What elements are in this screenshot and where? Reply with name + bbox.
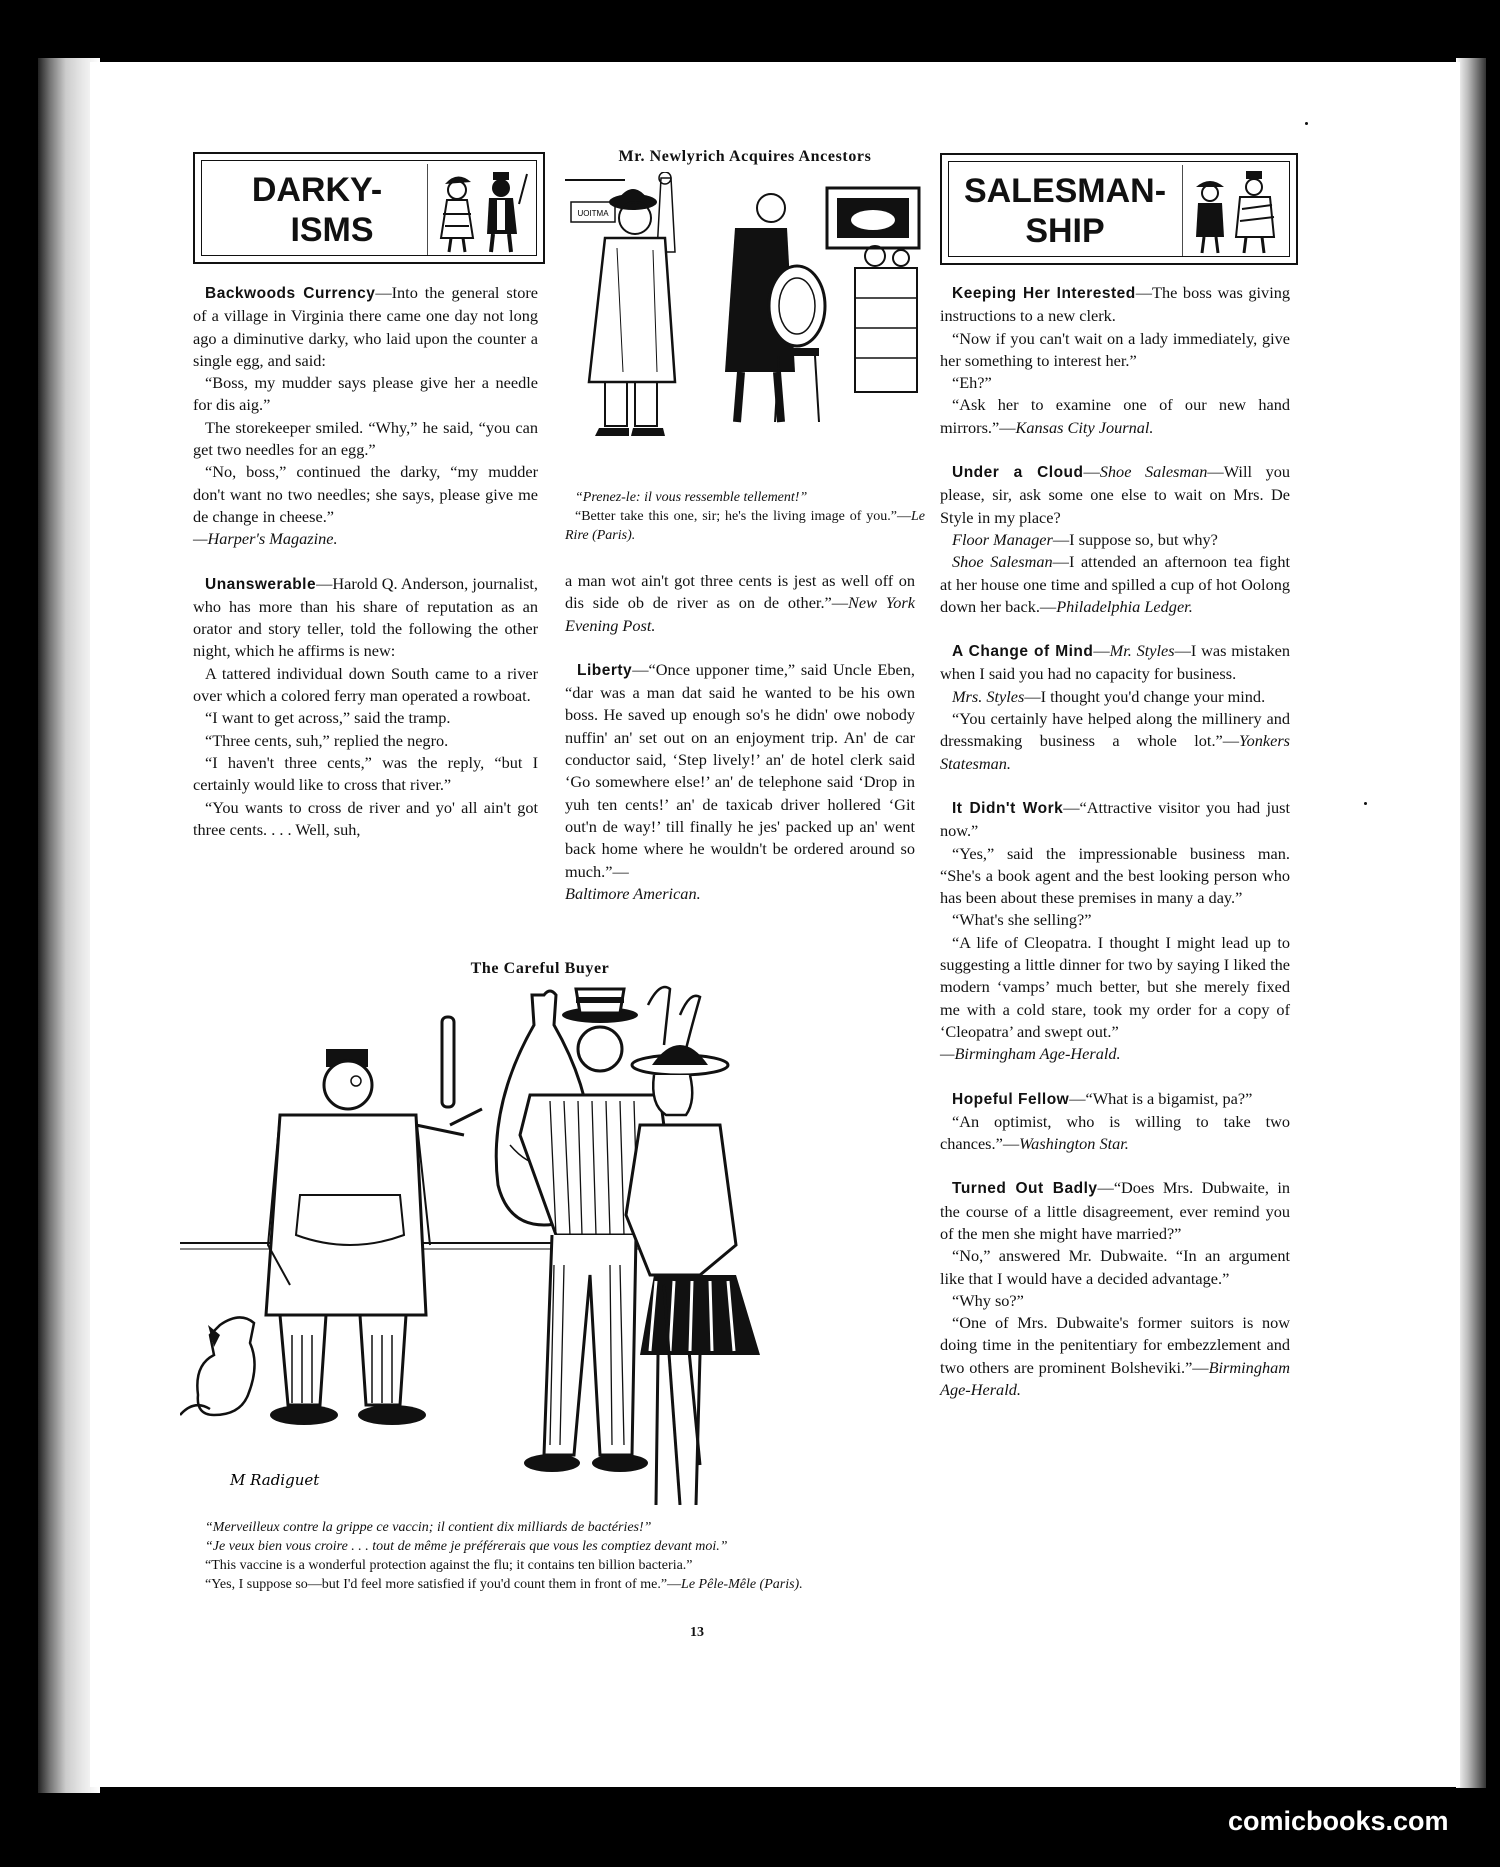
paragraph: “You wants to cross de river and yo' all ain't got three cents. . . . Well, suh, [193, 797, 538, 839]
paragraph: Floor Manager—I suppose so, but why? [952, 529, 1218, 549]
page-number: 13 [690, 1625, 704, 1640]
caption-french-2: “Je veux bien vous croire . . . tout de même je préférerais que vous les comptiez devant moi.” [205, 1539, 728, 1554]
paragraph: “Three cents, suh,” replied the negro. [205, 730, 449, 750]
paragraph: Shoe Salesman—I attended an afternoon tea fight at her house one time and spilled a cup of hot Oolong down her back.—Philadelphia Ledger. [940, 552, 1290, 616]
page-edge [1456, 58, 1486, 1788]
darkyisms-title: DARKY- ISMS [251, 171, 383, 249]
salesmanship-header-box [940, 153, 1298, 265]
middle-column [565, 570, 915, 905]
continued-text: a man wot ain't got three cents is jest as well off on dis side ob de river as on de other.”—New York Evening Post. [565, 571, 915, 635]
article-unanswerable: Unanswerable—Harold Q. Anderson, journalist, who has more than his share of reputation as an orator and story teller, told the following the other night, which he affirms is new: [193, 573, 538, 661]
left-column [193, 282, 538, 841]
paragraph: “I want to get across,” said the tramp. [205, 708, 451, 728]
paragraph: Mrs. Styles—I thought you'd change your mind. [952, 686, 1266, 706]
top-cartoon-illustration [565, 172, 925, 492]
header-figures-illustration [427, 164, 535, 256]
paragraph: “What's she selling?” [952, 910, 1092, 930]
paragraph: “Why so?” [952, 1290, 1024, 1310]
darkyisms-header-box [193, 152, 545, 264]
top-cartoon-caption [565, 488, 925, 545]
speck [1364, 802, 1367, 805]
speck [1305, 122, 1308, 125]
bottom-cartoon-illustration [180, 985, 915, 1505]
article-change-of-mind: A Change of Mind—Mr. Styles—I was mistaken when I said you had no capacity for business. [940, 641, 1290, 684]
paragraph: “A life of Cleopatra. I thought I might lead up to suggesting a little dinner for two by saying I liked the modern ‘vamps’ much better, but she merely fixed me with a cold stare, took my order for a copy of ‘Cleopatra’ and swept out.” [940, 932, 1290, 1041]
article-turned-out-badly: Turned Out Badly—“Does Mrs. Dubwaite, in the course of a little disagreement, ever remind you of the men she might have married?” [940, 1178, 1291, 1243]
artist-signature: M Radiguet [230, 1471, 320, 1489]
paragraph: “Yes,” said the impressionable business man. “She's a book agent and the best looking person who has been about these premises in many a day.” [940, 843, 1290, 908]
top-cartoon-title: Mr. Newlyrich Acquires Ancestors [618, 148, 872, 165]
paragraph: “Now if you can't wait on a lady immediately, give her something to interest her.” [940, 328, 1290, 370]
article-hopeful-fellow: Hopeful Fellow—“What is a bigamist, pa?” [952, 1088, 1253, 1108]
caption-french: “Prenez-le: il vous ressemble tellement!” [575, 490, 808, 505]
article-it-didnt-work: It Didn't Work—“Attractive visitor you had just now.” [940, 797, 1290, 841]
article-backwoods: Backwoods Currency—Into the general store of a village in Virginia there came one day not long ago a diminutive darky, who laid upon the counter a single egg, and said: [193, 283, 539, 370]
paragraph: “One of Mrs. Dubwaite's former suitors is now doing time in the penitentiary for embezzlement and two others are prominent Bolsheviki.”—Birmingham Age-Herald. [940, 1313, 1290, 1400]
bottom-cartoon-caption [195, 1518, 907, 1594]
sign-text: UOITMA [577, 209, 609, 218]
right-column [940, 282, 1290, 1401]
caption-english-2: “Yes, I suppose so—but I'd feel more satisfied if you'd count them in front of me.”—Le Pêle-Mêle (Paris). [205, 1577, 803, 1592]
source-credit: —Harper's Magazine. [193, 529, 338, 549]
paragraph: “Ask her to examine one of our new hand mirrors.”—Kansas City Journal. [940, 395, 1290, 437]
paragraph: “I haven't three cents,” was the reply, “but I certainly would like to cross that river.” [193, 752, 538, 795]
article-keeping-her-interested: Keeping Her Interested—The boss was giving instructions to a new clerk. [940, 283, 1290, 326]
caption-french-1: “Merveilleux contre la grippe ce vaccin; il contient dix milliards de bactéries!” [205, 1520, 652, 1535]
article-under-a-cloud: Under a Cloud—Shoe Salesman—Will you please, sir, ask some one else to wait on Mrs. De Style in my place? [940, 462, 1291, 527]
article-liberty: Liberty—“Once upponer time,” said Uncle Eben, “dar was a man dat said he wanted to be his own boss. He saved up enough so's he didn' owe nobody nuffin' an' set out on an enjoyment trip. An' de car conductor said, ‘Step lively!’ an' de hotel clerk said ‘Go somewhere else!’ an' de telephone said ‘Drop in yuh ten cents!’ an' de taxicab driver hollered ‘Git out'n de way!’ till finally he jes' packed up an' went back home where he wouldn't be ordered around so much.”— [565, 659, 915, 881]
caption-english-1: “This vaccine is a wonderful protection against the flu; it contains ten billion bacteria.” [205, 1558, 693, 1573]
bottom-cartoon-title: The Careful Buyer [470, 960, 610, 977]
source-credit: —Birmingham Age-Herald. [940, 1044, 1121, 1064]
watermark: comicbooks.com [1228, 1806, 1449, 1836]
paragraph: A tattered individual down South came to a river over which a colored ferry man operated a rowboat. [193, 663, 538, 706]
paragraph: “Boss, my mudder says please give her a needle for dis aig.” [193, 373, 538, 415]
paragraph: “An optimist, who is willing to take two chances.”—Washington Star. [940, 1111, 1290, 1154]
paragraph: “No, boss,” continued the darky, “my mudder don't want no two needles; she says, please give me de change in cheese.” [193, 462, 538, 526]
paragraph: “No,” answered Mr. Dubwaite. “In an argument like that I would have a decided advantage.” [940, 1246, 1290, 1288]
header-figures-illustration [1182, 165, 1288, 257]
source-credit: Baltimore American. [565, 883, 701, 903]
caption-english: “Better take this one, sir; he's the living image of you.”—Le Rire (Paris). [565, 509, 925, 543]
paragraph: “Eh?” [952, 373, 992, 393]
paragraph: The storekeeper smiled. “Why,” he said, “you can get two needles for an egg.” [193, 417, 538, 460]
salesmanship-title: SALESMAN- SHIP [963, 172, 1167, 250]
paragraph: “You certainly have helped along the millinery and dressmaking business a whole lot.”—Yonkers Statesman. [940, 709, 1290, 773]
